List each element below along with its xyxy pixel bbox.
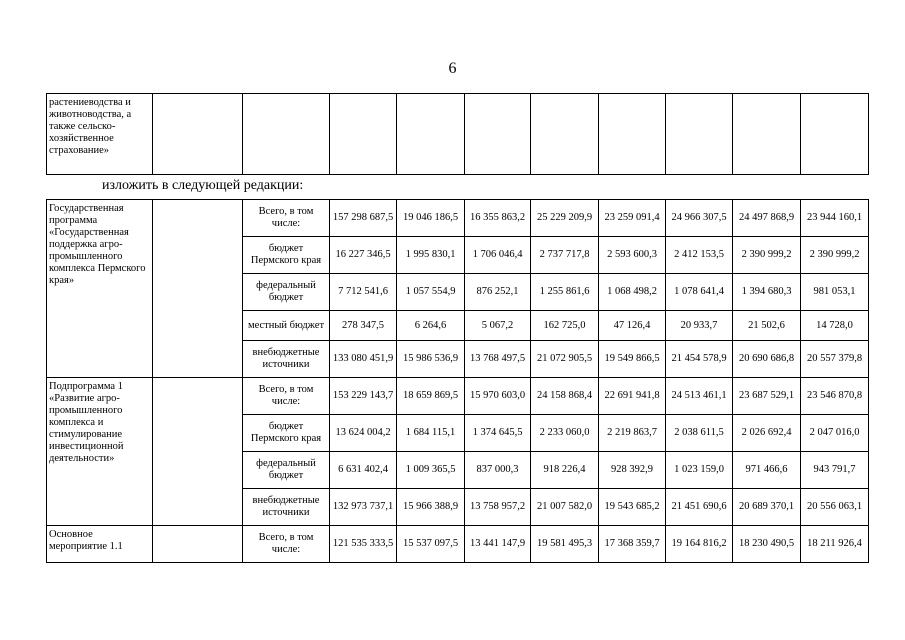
empty-cell — [666, 94, 733, 175]
amount-cell: 20 689 370,1 — [733, 489, 801, 526]
amount-cell: 13 758 957,2 — [465, 489, 531, 526]
amount-cell: 20 690 686,8 — [733, 341, 801, 378]
amount-cell: 876 252,1 — [465, 274, 531, 311]
funding-source-label: внебюджетные источники — [243, 341, 330, 378]
amount-cell: 17 368 359,7 — [599, 526, 666, 563]
amount-cell: 1 706 046,4 — [465, 237, 531, 274]
amount-cell: 278 347,5 — [330, 311, 397, 341]
funding-source-label: бюджет Пермского края — [243, 237, 330, 274]
amount-cell: 928 392,9 — [599, 452, 666, 489]
amount-cell: 6 631 402,4 — [330, 452, 397, 489]
amount-cell: 2 412 153,5 — [666, 237, 733, 274]
empty-cell — [397, 94, 465, 175]
funding-source-label: внебюджетные источники — [243, 489, 330, 526]
amount-cell: 16 227 346,5 — [330, 237, 397, 274]
intro-text: изложить в следующей редакции: — [102, 178, 304, 193]
amount-cell: 121 535 333,5 — [330, 526, 397, 563]
amount-cell: 21 007 582,0 — [531, 489, 599, 526]
amount-cell: 23 546 870,8 — [801, 378, 869, 415]
program-name-cell: Основное мероприятие 1.1 — [47, 526, 153, 563]
amount-cell: 13 768 497,5 — [465, 341, 531, 378]
program-name-cell: Подпрограмма 1 «Развитие агро- промышленного комплекса и стимулирование инвестиционной деятельности» — [47, 378, 153, 526]
amount-cell: 21 502,6 — [733, 311, 801, 341]
funding-source-label: федеральный бюджет — [243, 274, 330, 311]
amount-cell: 153 229 143,7 — [330, 378, 397, 415]
amount-cell: 24 497 868,9 — [733, 200, 801, 237]
empty-cell — [153, 526, 243, 563]
empty-cell — [801, 94, 869, 175]
amount-cell: 2 219 863,7 — [599, 415, 666, 452]
amount-cell: 1 255 861,6 — [531, 274, 599, 311]
amount-cell: 18 230 490,5 — [733, 526, 801, 563]
amount-cell: 2 593 600,3 — [599, 237, 666, 274]
empty-cell — [330, 94, 397, 175]
amount-cell: 2 038 611,5 — [666, 415, 733, 452]
amount-cell: 19 549 866,5 — [599, 341, 666, 378]
amount-cell: 19 581 495,3 — [531, 526, 599, 563]
empty-cell — [531, 94, 599, 175]
funding-source-label: федеральный бюджет — [243, 452, 330, 489]
amount-cell: 1 009 365,5 — [397, 452, 465, 489]
amount-cell: 18 659 869,5 — [397, 378, 465, 415]
amount-cell: 19 046 186,5 — [397, 200, 465, 237]
amount-cell: 15 970 603,0 — [465, 378, 531, 415]
amount-cell: 13 441 147,9 — [465, 526, 531, 563]
amount-cell: 15 986 536,9 — [397, 341, 465, 378]
amount-cell: 13 624 004,2 — [330, 415, 397, 452]
amount-cell: 1 394 680,3 — [733, 274, 801, 311]
program-name-cell: Государственная программа «Государственная поддержка агро- промышленного комплекса Пермского края» — [47, 200, 153, 378]
amount-cell: 2 390 999,2 — [733, 237, 801, 274]
amount-cell: 1 023 159,0 — [666, 452, 733, 489]
amount-cell: 837 000,3 — [465, 452, 531, 489]
amount-cell: 47 126,4 — [599, 311, 666, 341]
amount-cell: 21 072 905,5 — [531, 341, 599, 378]
amount-cell: 14 728,0 — [801, 311, 869, 341]
amount-cell: 2 047 016,0 — [801, 415, 869, 452]
empty-cell — [153, 378, 243, 526]
amount-cell: 25 229 209,9 — [531, 200, 599, 237]
program-name-cell: растениеводства и животноводства, а также сельско- хозяйственное страхование» — [47, 94, 153, 175]
empty-cell — [153, 200, 243, 378]
empty-cell — [465, 94, 531, 175]
amount-cell: 20 557 379,8 — [801, 341, 869, 378]
amount-cell: 2 390 999,2 — [801, 237, 869, 274]
amount-cell: 19 164 816,2 — [666, 526, 733, 563]
funding-source-label: бюджет Пермского края — [243, 415, 330, 452]
amount-cell: 18 211 926,4 — [801, 526, 869, 563]
amount-cell: 1 068 498,2 — [599, 274, 666, 311]
amount-cell: 132 973 737,1 — [330, 489, 397, 526]
amount-cell: 1 995 830,1 — [397, 237, 465, 274]
funding-source-label: Всего, в том числе: — [243, 526, 330, 563]
amount-cell: 2 026 692,4 — [733, 415, 801, 452]
amount-cell: 22 691 941,8 — [599, 378, 666, 415]
amount-cell: 15 537 097,5 — [397, 526, 465, 563]
empty-cell — [243, 94, 330, 175]
amount-cell: 21 451 690,6 — [666, 489, 733, 526]
amount-cell: 23 944 160,1 — [801, 200, 869, 237]
amount-cell: 2 737 717,8 — [531, 237, 599, 274]
amount-cell: 23 687 529,1 — [733, 378, 801, 415]
amount-cell: 20 556 063,1 — [801, 489, 869, 526]
amount-cell: 16 355 863,2 — [465, 200, 531, 237]
empty-cell — [733, 94, 801, 175]
amount-cell: 24 513 461,1 — [666, 378, 733, 415]
amount-cell: 1 684 115,1 — [397, 415, 465, 452]
page-number: 6 — [448, 60, 457, 77]
table-row — [47, 200, 869, 237]
funding-source-label: Всего, в том числе: — [243, 378, 330, 415]
amount-cell: 1 374 645,5 — [465, 415, 531, 452]
amount-cell: 7 712 541,6 — [330, 274, 397, 311]
amount-cell: 162 725,0 — [531, 311, 599, 341]
previous-table-fragment — [46, 93, 869, 175]
amount-cell: 918 226,4 — [531, 452, 599, 489]
funding-source-label: местный бюджет — [243, 311, 330, 341]
table-row — [47, 378, 869, 415]
amount-cell: 23 259 091,4 — [599, 200, 666, 237]
empty-cell — [599, 94, 666, 175]
amount-cell: 21 454 578,9 — [666, 341, 733, 378]
amount-cell: 133 080 451,9 — [330, 341, 397, 378]
amount-cell: 15 966 388,9 — [397, 489, 465, 526]
amount-cell: 943 791,7 — [801, 452, 869, 489]
amount-cell: 1 078 641,4 — [666, 274, 733, 311]
amount-cell: 20 933,7 — [666, 311, 733, 341]
amount-cell: 1 057 554,9 — [397, 274, 465, 311]
amount-cell: 19 543 685,2 — [599, 489, 666, 526]
amount-cell: 24 158 868,4 — [531, 378, 599, 415]
table-row — [47, 526, 869, 563]
amount-cell: 971 466,6 — [733, 452, 801, 489]
funding-table — [46, 199, 869, 563]
amount-cell: 2 233 060,0 — [531, 415, 599, 452]
amount-cell: 157 298 687,5 — [330, 200, 397, 237]
amount-cell: 5 067,2 — [465, 311, 531, 341]
amount-cell: 24 966 307,5 — [666, 200, 733, 237]
funding-source-label: Всего, в том числе: — [243, 200, 330, 237]
amount-cell: 981 053,1 — [801, 274, 869, 311]
empty-cell — [153, 94, 243, 175]
amount-cell: 6 264,6 — [397, 311, 465, 341]
